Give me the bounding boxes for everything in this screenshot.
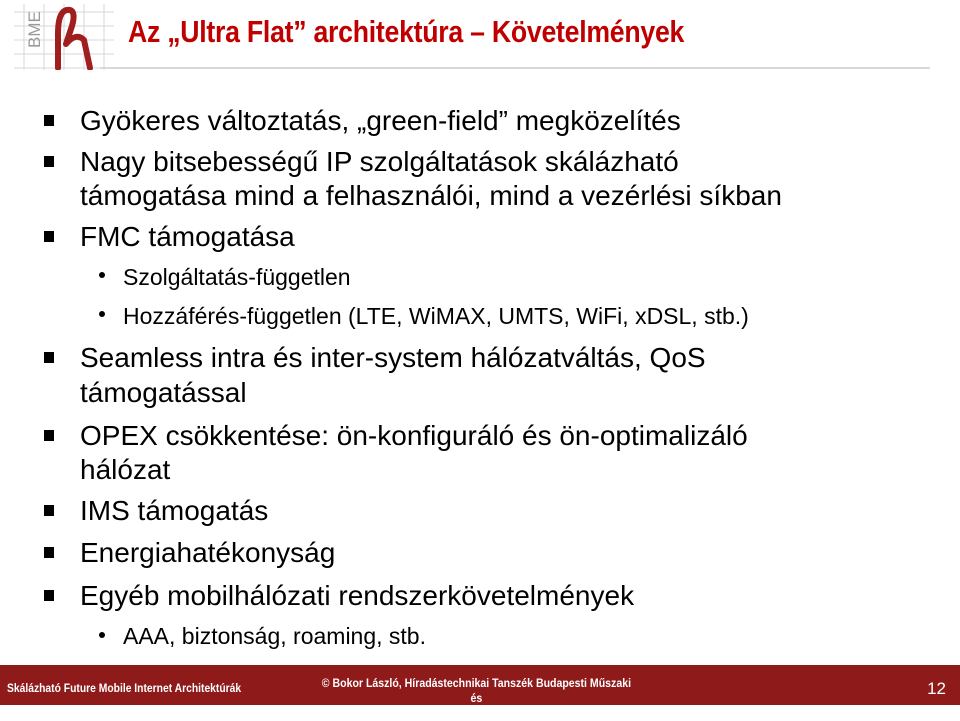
bullet-item: Nagy bitsebességű IP szolgáltatások skálázható [80,146,679,177]
dot-bullet-icon [99,311,105,317]
square-bullet-icon [44,430,54,441]
square-bullet-icon [44,156,54,167]
bullet-item: Gyökeres változtatás, „green-field” megközelítés [80,105,681,136]
bullet-item: Seamless intra és inter-system hálózatváltás, QoS [80,342,706,373]
bullet-item: Energiahatékonyság [80,537,336,568]
square-bullet-icon [44,505,54,516]
bme-logo [14,4,114,70]
square-bullet-icon [44,115,54,126]
dot-bullet-icon [99,632,105,638]
footer-copyright-line2: Gazdaságtudományi Egyetem [401,706,552,720]
bullet-item-continuation: támogatással [80,377,247,408]
bullet-item: OPEX csökkentése: ön-konfiguráló és ön-optimalizáló [80,420,748,451]
footer-copyright [318,676,635,721]
bullet-item: FMC támogatása [80,221,295,252]
title-divider [100,67,930,69]
square-bullet-icon [44,231,54,242]
bullet-item: IMS támogatás [80,495,269,526]
sub-bullet-item: AAA, biztonság, roaming, stb. [123,623,426,649]
logo-h-mark [58,10,90,68]
logo-text: BME [25,11,44,48]
page-title: Az „Ultra Flat” architektúra – Követelmények [128,14,685,49]
footer-bar [0,665,960,720]
sub-bullet-item: Hozzáférés-független (LTE, WiMAX, UMTS, WiFi, xDSL, stb.) [123,303,749,329]
footer-copyright-line1: © Bokor László, Híradástechnikai Tanszék Budapesti Műszaki és [321,676,632,705]
bullet-item-continuation: hálózat [80,454,171,485]
square-bullet-icon [44,547,54,558]
footer-course-title: Skálázható Future Mobile Internet Architektúrák [7,681,242,695]
bullet-item: Egyéb mobilhálózati rendszerkövetelmények [80,580,635,611]
bullet-item-continuation: támogatása mind a felhasználói, mind a vezérlési síkban [80,180,782,211]
square-bullet-icon [44,352,54,363]
square-bullet-icon [44,590,54,601]
page-number: 12 [927,679,946,698]
sub-bullet-item: Szolgáltatás-független [123,264,351,290]
dot-bullet-icon [99,272,105,278]
